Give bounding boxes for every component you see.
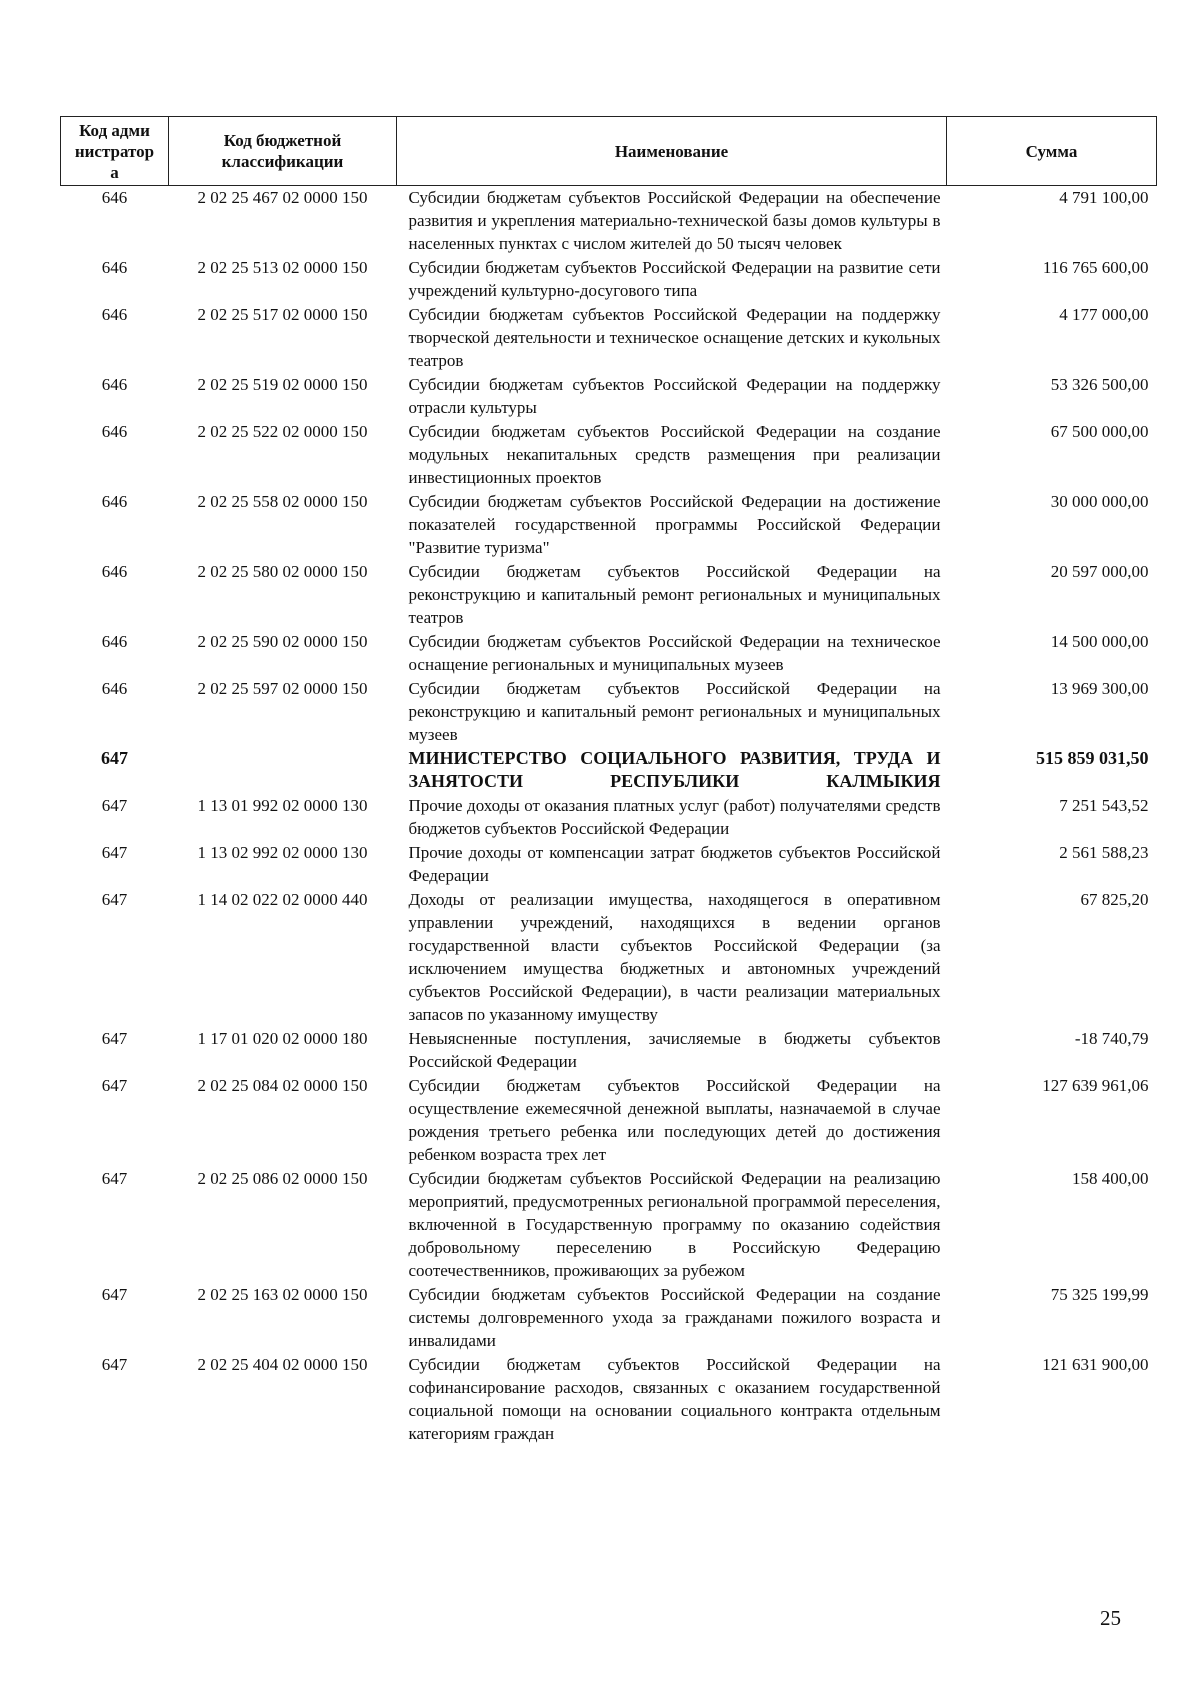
cell-budget-code: 2 02 25 084 02 0000 150 bbox=[197, 1076, 368, 1095]
cell-name: Субсидии бюджетам субъектов Российской Федерации на обеспечение развития и укрепления материально-технической базы домов культуры в населенных пунктах с числом жителей до 50 тысяч человек bbox=[408, 188, 941, 253]
cell-admin-code: 647 bbox=[101, 1355, 128, 1374]
cell-name: Субсидии бюджетам субъектов Российской Федерации на софинансирование расходов, связанных с оказанием государственной социальной помощи на основании социального контракта отдельным категориям граждан bbox=[408, 1355, 941, 1443]
table-row bbox=[61, 1167, 1157, 1283]
cell-admin-code: 647 bbox=[101, 1169, 128, 1188]
cell-sum: 4 791 100,00 bbox=[1059, 188, 1149, 207]
cell-name: Субсидии бюджетам субъектов Российской Федерации на реконструкцию и капитальный ремонт региональных и муниципальных музеев bbox=[408, 679, 941, 744]
cell-admin-code: 647 bbox=[101, 748, 128, 768]
cell-admin-code: 647 bbox=[101, 843, 128, 862]
cell-name: Невыясненные поступления, зачисляемые в бюджеты субъектов Российской Федерации bbox=[408, 1029, 941, 1071]
cell-sum: 13 969 300,00 bbox=[1050, 679, 1149, 698]
cell-budget-code: 2 02 25 558 02 0000 150 bbox=[197, 492, 368, 511]
cell-name: Субсидии бюджетам субъектов Российской Федерации на поддержку отрасли культуры bbox=[408, 375, 941, 417]
cell-budget-code: 1 14 02 022 02 0000 440 bbox=[197, 890, 368, 909]
cell-budget-code: 2 02 25 519 02 0000 150 bbox=[197, 375, 368, 394]
cell-sum: 2 561 588,23 bbox=[1059, 843, 1149, 862]
cell-name: Субсидии бюджетам субъектов Российской Федерации на реконструкцию и капитальный ремонт региональных и муниципальных театров bbox=[408, 562, 941, 627]
cell-admin-code: 646 bbox=[101, 632, 128, 651]
table-row bbox=[61, 1283, 1157, 1353]
cell-admin-code: 646 bbox=[101, 422, 128, 441]
cell-admin-code: 647 bbox=[101, 890, 128, 909]
cell-sum: 30 000 000,00 bbox=[1050, 492, 1149, 511]
document-body bbox=[60, 116, 1156, 1446]
table-header bbox=[61, 117, 1157, 186]
cell-admin-code: 646 bbox=[101, 375, 128, 394]
cell-sum: 75 325 199,99 bbox=[1050, 1285, 1149, 1304]
table-row-section-total bbox=[61, 747, 1157, 794]
page-number: 25 bbox=[1100, 1606, 1121, 1630]
table-row bbox=[61, 186, 1157, 257]
cell-sum: 4 177 000,00 bbox=[1059, 305, 1149, 324]
cell-admin-code: 647 bbox=[101, 796, 128, 815]
cell-budget-code bbox=[169, 747, 397, 794]
table-row bbox=[61, 420, 1157, 490]
table-row bbox=[61, 841, 1157, 888]
cell-sum: 67 825,20 bbox=[1080, 890, 1149, 909]
cell-budget-code: 2 02 25 590 02 0000 150 bbox=[197, 632, 368, 651]
cell-name: Субсидии бюджетам субъектов Российской Федерации на создание модульных некапитальных средств размещения при реализации инвестиционных проектов bbox=[408, 422, 941, 487]
cell-budget-code: 2 02 25 163 02 0000 150 bbox=[197, 1285, 368, 1304]
cell-budget-code: 2 02 25 467 02 0000 150 bbox=[197, 188, 368, 207]
cell-name: Субсидии бюджетам субъектов Российской Федерации на развитие сети учреждений культурно-досугового типа bbox=[408, 258, 941, 300]
cell-sum: 515 859 031,50 bbox=[1036, 748, 1149, 768]
cell-budget-code: 1 17 01 020 02 0000 180 bbox=[197, 1029, 368, 1048]
cell-admin-code: 646 bbox=[101, 679, 128, 698]
cell-name: Субсидии бюджетам субъектов Российской Федерации на реализацию мероприятий, предусмотренных региональной программой переселения, включенной в Государственную программу по оказанию содействия добровольному переселению в Российскую Федерацию соотечественников, проживающих за рубежом bbox=[408, 1169, 941, 1280]
cell-sum: 7 251 543,52 bbox=[1059, 796, 1149, 815]
cell-sum: 121 631 900,00 bbox=[1042, 1355, 1149, 1374]
cell-name: Субсидии бюджетам субъектов Российской Федерации на техническое оснащение региональных и муниципальных музеев bbox=[408, 632, 941, 674]
header-budget-code: Код бюджетной классификации bbox=[169, 117, 397, 186]
cell-sum: 53 326 500,00 bbox=[1050, 375, 1149, 394]
cell-sum: 158 400,00 bbox=[1072, 1169, 1149, 1188]
table-row bbox=[61, 1074, 1157, 1167]
cell-sum: -18 740,79 bbox=[1074, 1029, 1149, 1048]
cell-admin-code: 646 bbox=[101, 305, 128, 324]
cell-budget-code: 2 02 25 517 02 0000 150 bbox=[197, 305, 368, 324]
cell-name: Субсидии бюджетам субъектов Российской Федерации на поддержку творческой деятельности и техническое оснащение детских и кукольных театров bbox=[408, 305, 941, 370]
cell-admin-code: 647 bbox=[101, 1076, 128, 1095]
cell-admin-code: 646 bbox=[101, 492, 128, 511]
cell-sum: 20 597 000,00 bbox=[1050, 562, 1149, 581]
cell-admin-code: 647 bbox=[101, 1285, 128, 1304]
header-name: Наименование bbox=[397, 117, 947, 186]
cell-budget-code: 2 02 25 597 02 0000 150 bbox=[197, 679, 368, 698]
cell-sum: 14 500 000,00 bbox=[1050, 632, 1149, 651]
cell-budget-code: 2 02 25 086 02 0000 150 bbox=[197, 1169, 368, 1188]
cell-name: Субсидии бюджетам субъектов Российской Федерации на осуществление ежемесячной денежной выплаты, назначаемой в случае рождения третьего ребенка или последующих детей до достижения ребенком возраста трех лет bbox=[408, 1076, 941, 1164]
table-row bbox=[61, 1353, 1157, 1446]
table-row bbox=[61, 303, 1157, 373]
header-admin-code: Код администратора bbox=[61, 117, 169, 186]
cell-name: Субсидии бюджетам субъектов Российской Федерации на достижение показателей государственной программы Российской Федерации "Развитие туризма" bbox=[408, 492, 941, 557]
cell-budget-code: 2 02 25 522 02 0000 150 bbox=[197, 422, 368, 441]
table-row bbox=[61, 256, 1157, 303]
cell-sum: 67 500 000,00 bbox=[1050, 422, 1149, 441]
table-row bbox=[61, 490, 1157, 560]
cell-name: Доходы от реализации имущества, находящегося в оперативном управлении учреждений, находящихся в ведении органов государственной власти субъектов Российской Федерации (за исключением имущества бюджетных и автономных учреждений субъектов Российской Федерации), в части реализации материальных запасов по указанному имуществу bbox=[408, 890, 941, 1024]
cell-budget-code: 2 02 25 513 02 0000 150 bbox=[197, 258, 368, 277]
cell-admin-code: 646 bbox=[101, 258, 128, 277]
table-row bbox=[61, 794, 1157, 841]
cell-name: МИНИСТЕРСТВО СОЦИАЛЬНОГО РАЗВИТИЯ, ТРУДА И ЗАНЯТОСТИ РЕСПУБЛИКИ КАЛМЫКИЯ bbox=[408, 748, 941, 791]
cell-budget-code: 2 02 25 580 02 0000 150 bbox=[197, 562, 368, 581]
cell-admin-code: 646 bbox=[101, 562, 128, 581]
header-sum: Сумма bbox=[947, 117, 1157, 186]
table-body bbox=[61, 186, 1157, 1447]
cell-sum: 127 639 961,06 bbox=[1042, 1076, 1149, 1095]
cell-admin-code: 647 bbox=[101, 1029, 128, 1048]
table-row bbox=[61, 677, 1157, 747]
budget-table bbox=[60, 116, 1157, 1446]
cell-sum: 116 765 600,00 bbox=[1042, 258, 1149, 277]
table-row bbox=[61, 1027, 1157, 1074]
cell-budget-code: 2 02 25 404 02 0000 150 bbox=[197, 1355, 368, 1374]
table-row bbox=[61, 888, 1157, 1027]
cell-name: Прочие доходы от компенсации затрат бюджетов субъектов Российской Федерации bbox=[408, 843, 941, 885]
cell-name: Субсидии бюджетам субъектов Российской Федерации на создание системы долговременного ухода за гражданами пожилого возраста и инвалидами bbox=[408, 1285, 941, 1350]
cell-budget-code: 1 13 02 992 02 0000 130 bbox=[197, 843, 368, 862]
cell-budget-code: 1 13 01 992 02 0000 130 bbox=[197, 796, 368, 815]
table-row bbox=[61, 630, 1157, 677]
table-row bbox=[61, 373, 1157, 420]
table-row bbox=[61, 560, 1157, 630]
cell-name: Прочие доходы от оказания платных услуг (работ) получателями средств бюджетов субъектов Российской Федерации bbox=[408, 796, 941, 838]
cell-admin-code: 646 bbox=[101, 188, 128, 207]
